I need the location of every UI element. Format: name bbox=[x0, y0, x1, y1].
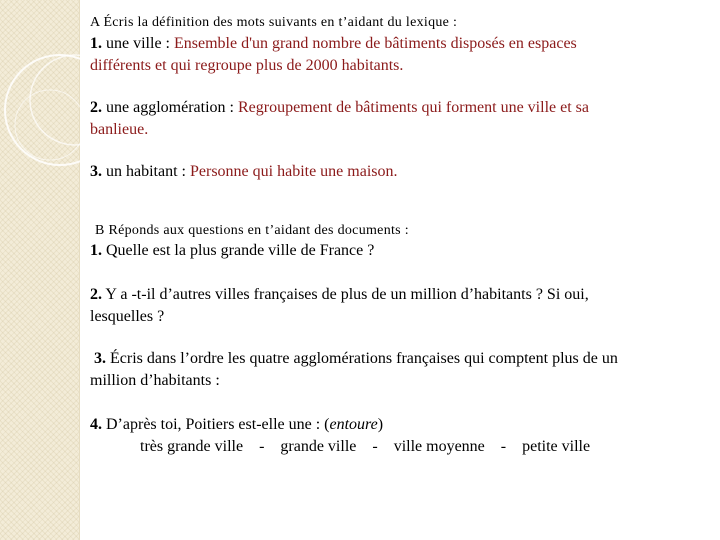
term: une ville : bbox=[102, 35, 174, 52]
item-number: 3. bbox=[90, 163, 102, 180]
section-a-heading: A Écris la définition des mots suivants en t’aidant du lexique : bbox=[90, 15, 458, 30]
section-b-heading: B Réponds aux questions en t’aidant des documents : bbox=[95, 223, 409, 238]
answer-text: Personne qui habite une maison. bbox=[189, 163, 398, 180]
question-text-end: ) bbox=[377, 416, 384, 433]
item-number: 2. bbox=[90, 99, 102, 116]
question-text: D’après toi, Poitiers est-elle une : ( bbox=[102, 416, 330, 433]
question-3 bbox=[94, 348, 694, 370]
question-text-continued: lesquelles ? bbox=[90, 308, 165, 325]
question-text: Écris dans l’ordre les quatre agglomérations françaises qui comptent plus de un bbox=[106, 350, 618, 367]
definition-agglomeration bbox=[90, 97, 690, 119]
term: une agglomération : bbox=[102, 99, 238, 116]
question-2 bbox=[90, 284, 690, 306]
question-text: Y a -t-il d’autres villes françaises de plus de un million d’habitants ? Si oui, bbox=[102, 286, 589, 303]
question-number: 1. bbox=[90, 242, 102, 259]
answer-options: très grande ville - grande ville - ville moyenne - petite ville bbox=[140, 438, 591, 455]
question-number: 2. bbox=[90, 286, 102, 303]
item-number: 1. bbox=[90, 35, 102, 52]
question-1 bbox=[90, 240, 690, 262]
answer-text: Regroupement de bâtiments qui forment une ville et sa bbox=[237, 99, 589, 116]
question-4 bbox=[90, 414, 690, 436]
question-instruction: entoure bbox=[329, 416, 378, 433]
question-text: Quelle est la plus grande ville de France ? bbox=[102, 242, 375, 259]
definition-ville bbox=[90, 33, 690, 55]
question-number: 4. bbox=[90, 416, 102, 433]
question-number: 3. bbox=[94, 350, 106, 367]
answer-text-continued: banlieue. bbox=[90, 121, 149, 138]
term: un habitant : bbox=[102, 163, 190, 180]
definition-habitant bbox=[90, 161, 690, 183]
answer-text: Ensemble d'un grand nombre de bâtiments disposés en espaces bbox=[173, 35, 577, 52]
question-text-continued: million d’habitants : bbox=[90, 372, 220, 389]
answer-text-continued: différents et qui regroupe plus de 2000 habitants. bbox=[90, 57, 404, 74]
